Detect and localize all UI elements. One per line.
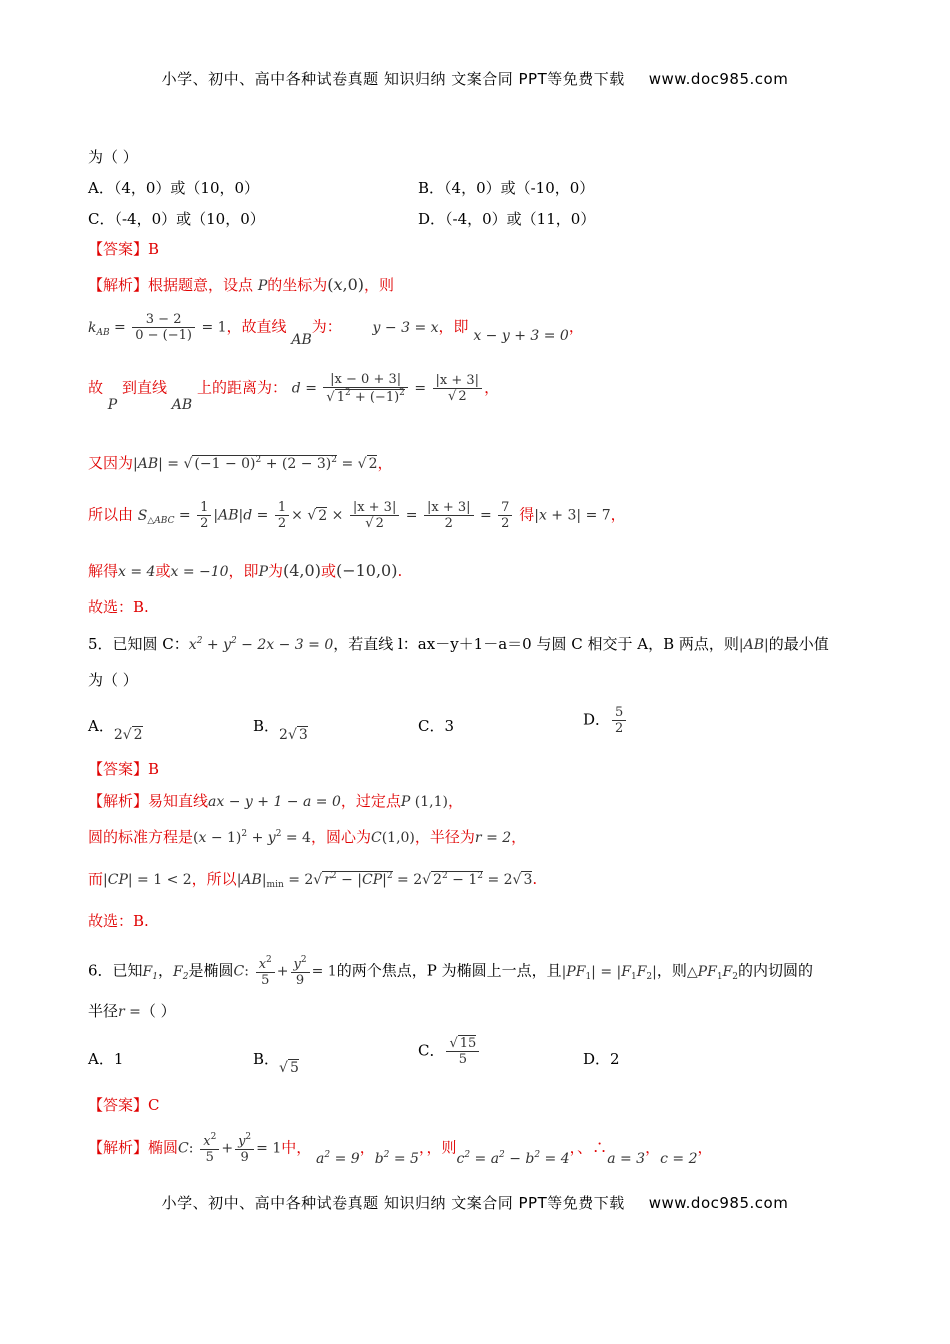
- q6-option-a: A．1: [88, 1050, 124, 1068]
- q5-option-a: A．2√ 2: [88, 717, 143, 743]
- q6-option-d: D．2: [583, 1050, 620, 1068]
- q6-option-b: B．√ 5: [253, 1050, 299, 1076]
- q5-stem-line2: 为（ ）: [88, 671, 138, 689]
- q5-conclusion: 故选：B.: [88, 912, 149, 930]
- q5-option-d: D． $\frac{5}{2}$: [583, 705, 628, 736]
- q4-option-d: D．（-4，0）或（11，0）: [418, 210, 596, 228]
- q6-stem-line1: 6．已知$F_1$，$F_2$是椭圆C: $\frac{x^2}{5}$ + $\frac{y^2}{9}$ = 1的两个焦点，P 为椭圆上一点，且$|PF_1| = |F_1F_2|$，则$\triangle PF_1F_2$的内切圆的: [88, 955, 814, 988]
- q4-conclusion: 故选：B.: [88, 598, 149, 616]
- page-footer: 小学、初中、高中各种试卷真题 知识归纳 文案合同 PPT等免费下载 www.doc985.com: [161, 1194, 789, 1212]
- q4-option-a: A．（4，0）或（10，0）: [88, 179, 260, 197]
- q4-exp-line1: 【解析】根据题意，设点 P的坐标为(x,0)，则: [88, 275, 395, 294]
- q4-exp-line2: $k_{AB}$ = $\frac{3 - 2}{0 - (-1)}$ = 1，故直线 AB为： y − 3 = x，即 x − y + 3 = 0，: [88, 312, 584, 348]
- q5-exp-line1: 【解析】易知直线ax − y + 1 − a = 0，过定点P (1,1)，: [88, 792, 463, 810]
- q4-exp-line3: 故 P 到直线 AB 上的距离为： d = $\frac{|x - 0 + 3|}{√ 1^2 + (-1)^2}$ = $\frac{|x + 3|}{√ 2}$ ，: [88, 372, 500, 413]
- q4-option-b: B．（4，0）或（-10，0）: [418, 179, 595, 197]
- q5-stem-line1: 5．已知圆 C：$x^2 + y^2 - 2x - 3 = 0$，若直线 l：ax－y＋1－a＝0 与圆 C 相交于 A，B 两点，则|AB|的最小值: [88, 635, 829, 653]
- q4-exp-line4: 又因为|AB| = √ $(-1 - 0)^2 + (2 - 3)^2$ = √ 2，: [88, 454, 393, 472]
- q4-exp-line5: 所以由 $S_{\triangle ABC}$ = $\frac{1}{2}$ |AB|d = $\frac{1}{2}$ × √ 2 × $\frac{|x + 3|}{√ 2}$ = $\frac{|x + 3|}{2}$ = $\frac{7}{2}$ 得|x + 3| = 7，: [88, 500, 626, 531]
- q4-option-c: C．（-4，0）或（10，0）: [88, 210, 265, 228]
- q4-answer: 【答案】B: [88, 240, 160, 258]
- q5-option-b: B．2√ 3: [253, 717, 308, 743]
- q5-exp-line2: 圆的标准方程是$(x - 1)^2 + y^2 = 4$，圆心为C(1,0)，半径为r = 2，: [88, 828, 527, 846]
- q6-stem-line2: 半径r =（ ）: [88, 1002, 176, 1020]
- q6-exp-line1: 【解析】椭圆C: $\frac{x^2}{5}$ + $\frac{y^2}{9}$ = 1中， $a^2 = 9$，$b^2 = 5$，，则$c^2 = a^2 - b^2 = 4$，、∴a = 3，c = 2，: [88, 1132, 713, 1167]
- page-header: 小学、初中、高中各种试卷真题 知识归纳 文案合同 PPT等免费下载 www.doc985.com: [161, 70, 789, 88]
- q6-option-c: C． $\frac{√ 15}{5}$: [418, 1036, 481, 1067]
- q5-option-c: C．3: [418, 717, 455, 735]
- q4-tail: 为（ ）: [88, 148, 138, 166]
- q5-answer: 【答案】B: [88, 760, 160, 778]
- q5-exp-line3: 而|CP| = 1 < 2，所以$|AB|_{min} = 2√$ $r^2 - |CP|^2 = 2√$ $2^2 - 1^2 = 2√$ 3.: [88, 870, 538, 890]
- q6-answer: 【答案】C: [88, 1096, 160, 1114]
- q4-exp-line6: 解得x = 4或x = −10，即P为(4,0)或(−10,0).: [88, 561, 403, 580]
